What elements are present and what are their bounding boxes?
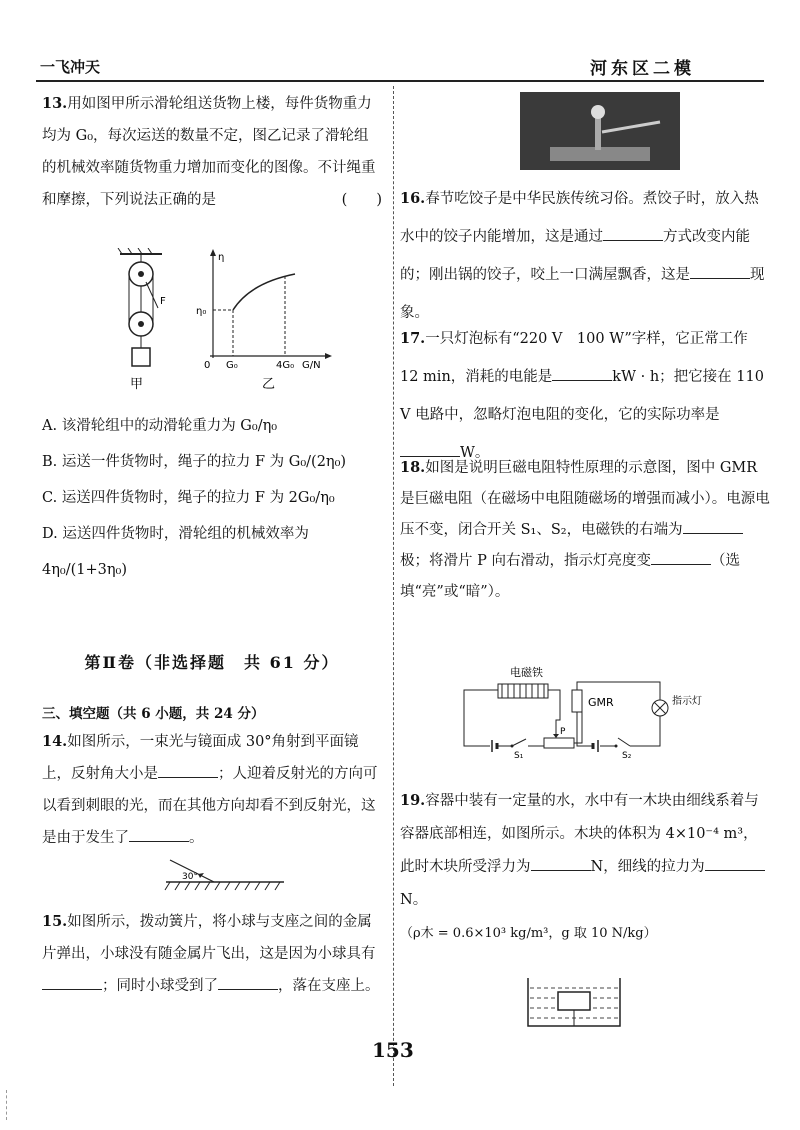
q16-part1: 春节吃饺子是中华民族传统习俗。煮饺子时，放入热水中的饺子内能增加，这是通过 (400, 191, 759, 245)
axis-label-eta: η (218, 252, 225, 263)
q19-text (400, 784, 770, 917)
q13-option-d: D. 运送四件货物时，滑轮组的机械效率为 4η₀/(1+3η₀) (42, 526, 309, 578)
label-indicator-lamp: 指示灯 (672, 696, 702, 707)
angle-label: 30° (182, 872, 198, 882)
brand-logo-text: 一飞冲天 (40, 58, 101, 76)
q16-number: 16. (400, 190, 426, 207)
q15-part2: ；同时小球受到了 (102, 978, 218, 994)
q13-options (42, 408, 382, 588)
label-slider-p: P (560, 727, 566, 737)
q17-text (400, 320, 770, 472)
q14-number: 14. (42, 733, 68, 750)
exam-title: 河东区二模 (590, 59, 695, 79)
q19-given-note: （ρ木 = 0.6×10³ kg/m³，g 取 10 N/kg） (400, 926, 657, 941)
q18-part3: （选填“亮”或“暗”）。 (400, 553, 740, 600)
q15-part3: ，落在支座上。 (278, 978, 380, 994)
q19-number: 19. (400, 792, 426, 809)
q14-text (42, 726, 382, 854)
question-14 (42, 726, 382, 854)
q19-part1: 容器中装有一定量的水，水中有一木块由细线系着与容器底部相连，如图所示。木块的体积为 4×10⁻⁴ m³，此时木块所受浮力为 (400, 793, 759, 875)
axis-label-eta0: η₀ (196, 306, 207, 317)
q18-number: 18. (400, 459, 426, 476)
q19-unit2: N。 (400, 892, 428, 908)
q13-text (42, 88, 382, 216)
q19-blank-2[interactable] (705, 854, 765, 871)
label-force-f: F (160, 296, 166, 307)
label-switch-s2: S₂ (622, 751, 632, 761)
q16-text (400, 180, 770, 332)
q18-part2: 极；将滑片 P 向右滑动，指示灯亮度变 (400, 553, 651, 569)
q16-blank-2[interactable] (690, 262, 750, 279)
q17-unit2: W。 (460, 445, 490, 461)
label-electromagnet: 电磁铁 (510, 666, 543, 679)
q14-part1: 如图所示，一束光与镜面成 30°角射到平面镜上，反射角大小是 (42, 734, 359, 782)
q18-part1: 如图是说明巨磁电阻特性原理的示意图，图中 GMR 是巨磁电阻（在磁场中电阻随磁场的增强而减小）。电源电压不变，闭合开关 S₁、S₂，电磁铁的右端为 (400, 460, 770, 538)
q15-part1: 如图所示，拨动簧片，将小球与支座之间的金属片弹出，小球没有随金属片飞出，这是因为小球具有 (42, 914, 376, 962)
question-16 (400, 180, 770, 332)
q16-blank-1[interactable] (603, 224, 663, 241)
q17-part1: 一只灯泡标有“220 V 100 W”字样，它正常工作 12 min，消耗的电能是 (400, 331, 748, 385)
q13-number: 13. (42, 95, 68, 112)
q16-part3: 现象。 (400, 267, 765, 321)
question-19 (400, 784, 770, 950)
q18-blank-1[interactable] (683, 517, 743, 534)
section-2-title: 第Ⅱ卷（非选择题 共 61 分） (84, 653, 340, 672)
q18-blank-2[interactable] (651, 548, 711, 565)
q15-blank-2[interactable] (218, 973, 278, 990)
q17-part2: 把它接在 110 V 电路中，忽略灯泡电阻的变化，它的实际功率是 (400, 369, 764, 423)
figure-label-jia: 甲 (130, 377, 144, 392)
water-container-diagram (524, 974, 624, 1030)
q17-unit1: kW · h； (612, 369, 674, 385)
q13-answer-bracket: ( ) (341, 192, 382, 208)
q14-part2: ；人迎着反射光的方向可以看到刺眼的光，而在其他方向却看不到反射光，这是由于发生了 (42, 766, 378, 846)
margin-cut-line (6, 1090, 7, 1120)
q17-blank-1[interactable] (552, 364, 612, 381)
q15-number: 15. (42, 913, 68, 930)
q13-figures (110, 248, 350, 398)
efficiency-graph (196, 249, 332, 392)
page-number: 153 (372, 1038, 414, 1062)
q18-text (400, 452, 770, 608)
figure-label-yi: 乙 (262, 377, 276, 392)
question-18 (400, 452, 770, 608)
label-switch-s1: S₁ (514, 751, 524, 761)
q13-stem: 用如图甲所示滑轮组送货物上楼，每件货物重力均为 G₀，每次运送的数量不定，图乙记录了滑轮组的机械效率随货物重力增加而变化的图像。不计绳重和摩擦，下列说法正确的是 (42, 96, 376, 208)
q15-blank-1[interactable] (42, 973, 102, 990)
q14-blank-1[interactable] (158, 761, 218, 778)
q17-number: 17. (400, 330, 426, 347)
axis-label-gn: G/N (302, 360, 321, 371)
q19-unit1: N，细线的拉力为 (590, 859, 705, 875)
question-17 (400, 320, 770, 472)
q13-option-b: B. 运送一件货物时，绳子的拉力 F 为 G₀/(2η₀) (42, 454, 347, 470)
gmr-circuit-diagram (460, 664, 710, 764)
axis-label-origin: 0 (204, 360, 211, 371)
q13-option-c: C. 运送四件货物时，绳子的拉力 F 为 2G₀/η₀ (42, 490, 335, 506)
q14-mirror-diagram (160, 852, 290, 892)
q15-text (42, 906, 382, 1002)
spring-ball-apparatus-photo (520, 92, 680, 170)
axis-tick-4g0: 4G₀ (276, 360, 295, 371)
q19-blank-1[interactable] (531, 854, 591, 871)
q14-part3: 。 (189, 830, 204, 846)
column-divider (393, 86, 394, 1086)
q16-part2: 方式改变内能的；刚出锅的饺子，咬上一口满屋飘香，这是 (400, 229, 750, 283)
header-divider (36, 80, 764, 82)
q13-option-a: A. 该滑轮组中的动滑轮重力为 G₀/η₀ (42, 418, 278, 434)
axis-tick-g0: G₀ (226, 360, 238, 371)
q14-blank-2[interactable] (129, 825, 189, 842)
label-gmr: GMR (588, 696, 614, 709)
question-13 (42, 88, 382, 216)
fill-in-section-title: 三、填空题（共 6 小题，共 24 分） (42, 706, 265, 722)
pulley-diagram (118, 248, 166, 392)
question-15 (42, 906, 382, 1002)
